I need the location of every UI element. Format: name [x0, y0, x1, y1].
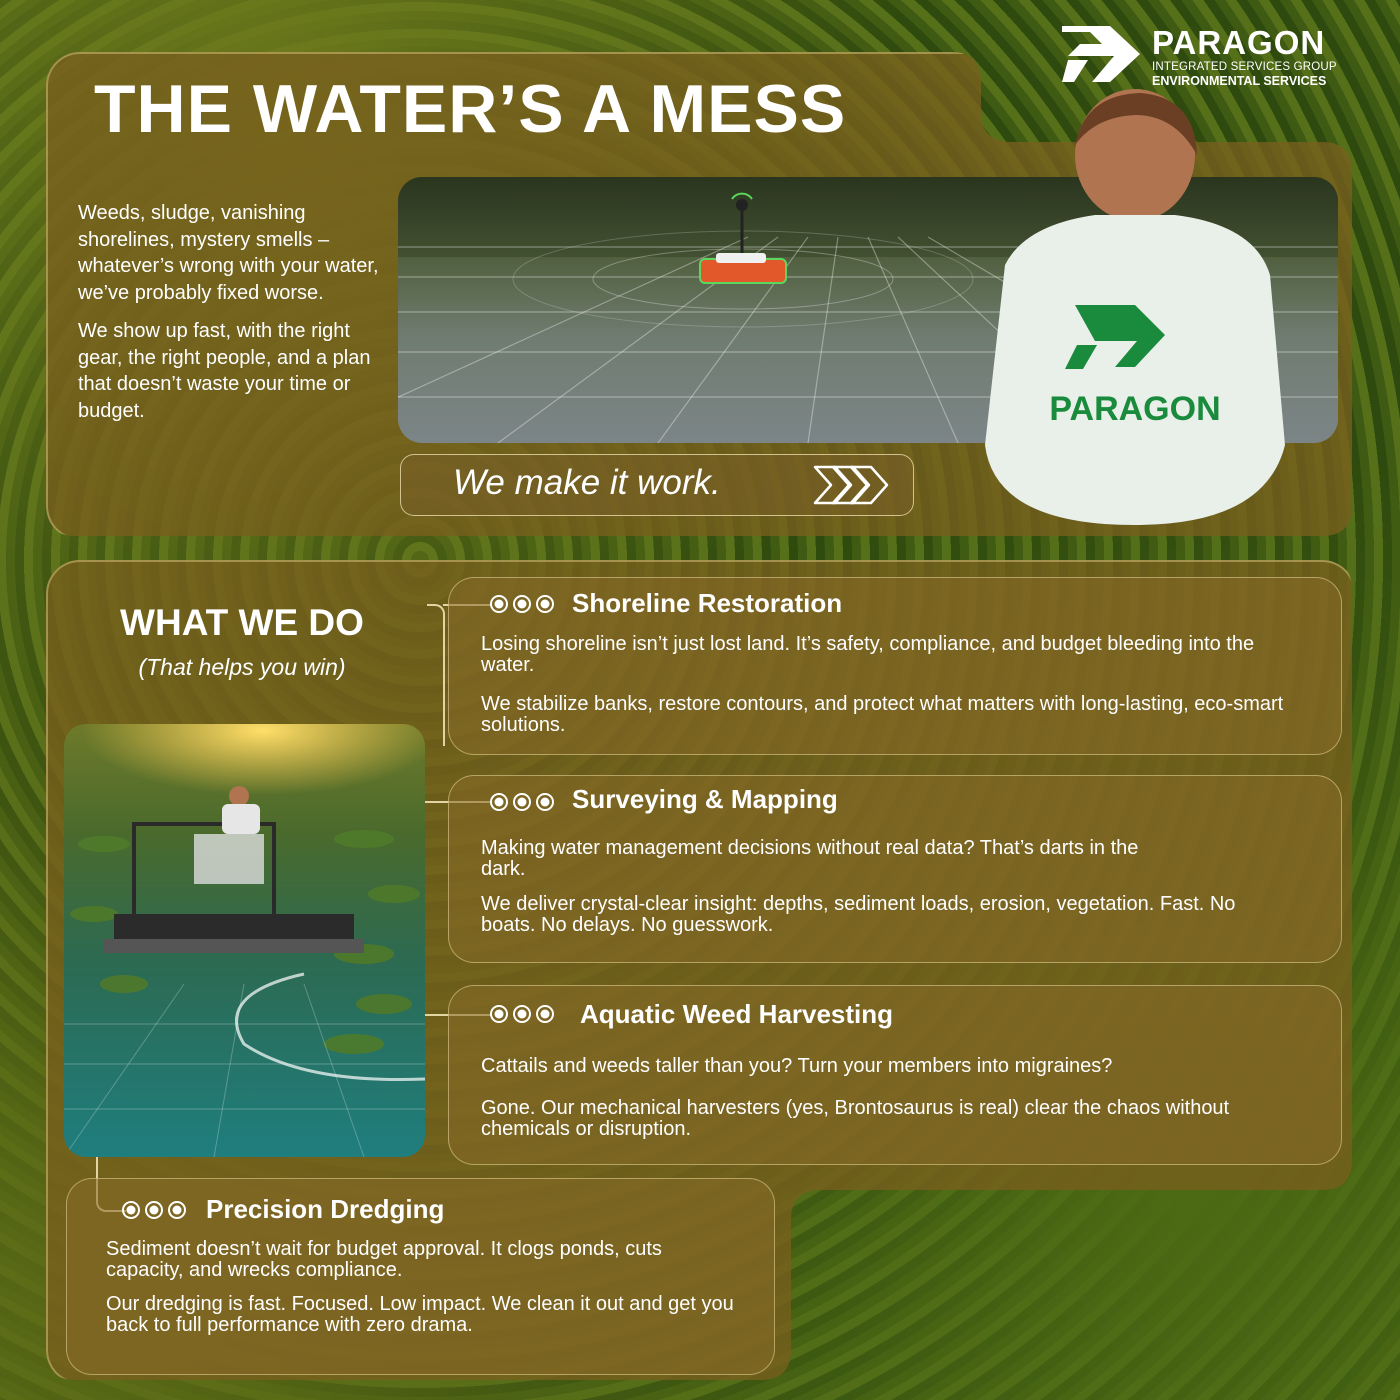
staff-photo [965, 85, 1305, 525]
page-title: THE WATER’S A MESS [94, 71, 847, 147]
brand-subtitle: INTEGRATED SERVICES GROUP [1152, 61, 1337, 73]
weed-harvester-image [64, 724, 425, 1157]
service-text: Our dredging is fast. Focused. Low impact. We clean it out and get you back to full performance with zero drama. [106, 1293, 734, 1336]
brand-name: PARAGON [1152, 24, 1326, 61]
service-text: Cattails and weeds taller than you? Turn your members into migraines? [481, 1055, 1113, 1077]
bullet-dots-icon [489, 792, 555, 812]
service-text: Making water management decisions without real data? That’s darts in the dark. [481, 837, 1139, 880]
service-text: Losing shoreline isn’t just lost land. It’s safety, compliance, and budget bleeding into the water. [481, 633, 1255, 676]
section-subtitle: (That helps you win) [138, 654, 346, 680]
service-title: Shoreline Restoration [572, 588, 843, 618]
intro-paragraph-2: We show up fast, with the right gear, the right people, and a plan that doesn’t waste your time or budget. [78, 320, 371, 422]
service-title: Aquatic Weed Harvesting [580, 999, 894, 1029]
bullet-dots-icon [489, 594, 555, 614]
chevrons-right-icon [811, 463, 891, 507]
service-text: We deliver crystal-clear insight: depths, sediment loads, erosion, vegetation. Fast. No boats. No delays. No guesswork. [481, 893, 1236, 936]
service-text: Gone. Our mechanical harvesters (yes, Brontosaurus is real) clear the chaos without chemicals or disruption. [481, 1097, 1230, 1140]
service-title: Surveying & Mapping [572, 784, 838, 814]
service-text: Sediment doesn’t wait for budget approval. It clogs ponds, cuts capacity, and wrecks compliance. [106, 1238, 662, 1281]
paragon-logo-icon [1062, 26, 1140, 82]
brand-logo [1062, 26, 1352, 90]
cta-button[interactable] [400, 454, 914, 516]
service-text: We stabilize banks, restore contours, and protect what matters with long-lasting, eco-smart solutions. [481, 693, 1284, 736]
shirt-brand-text: PARAGON [1049, 390, 1221, 428]
bullet-dots-icon [121, 1200, 187, 1220]
person-illustration [965, 85, 1305, 525]
cta-label: We make it work. [453, 463, 721, 502]
brand-division: ENVIRONMENTAL SERVICES [1152, 74, 1327, 88]
harvester-illustration [64, 724, 425, 1157]
connector-line-1 [427, 604, 445, 746]
bullet-dots-icon [489, 1004, 555, 1024]
intro-paragraph-1: Weeds, sludge, vanishing shorelines, mystery smells – whatever’s wrong with your water, we’ve probably fixed worse. [78, 202, 379, 304]
service-title: Precision Dredging [206, 1194, 445, 1224]
section-title: WHAT WE DO [120, 602, 364, 643]
intro-text [78, 200, 388, 436]
